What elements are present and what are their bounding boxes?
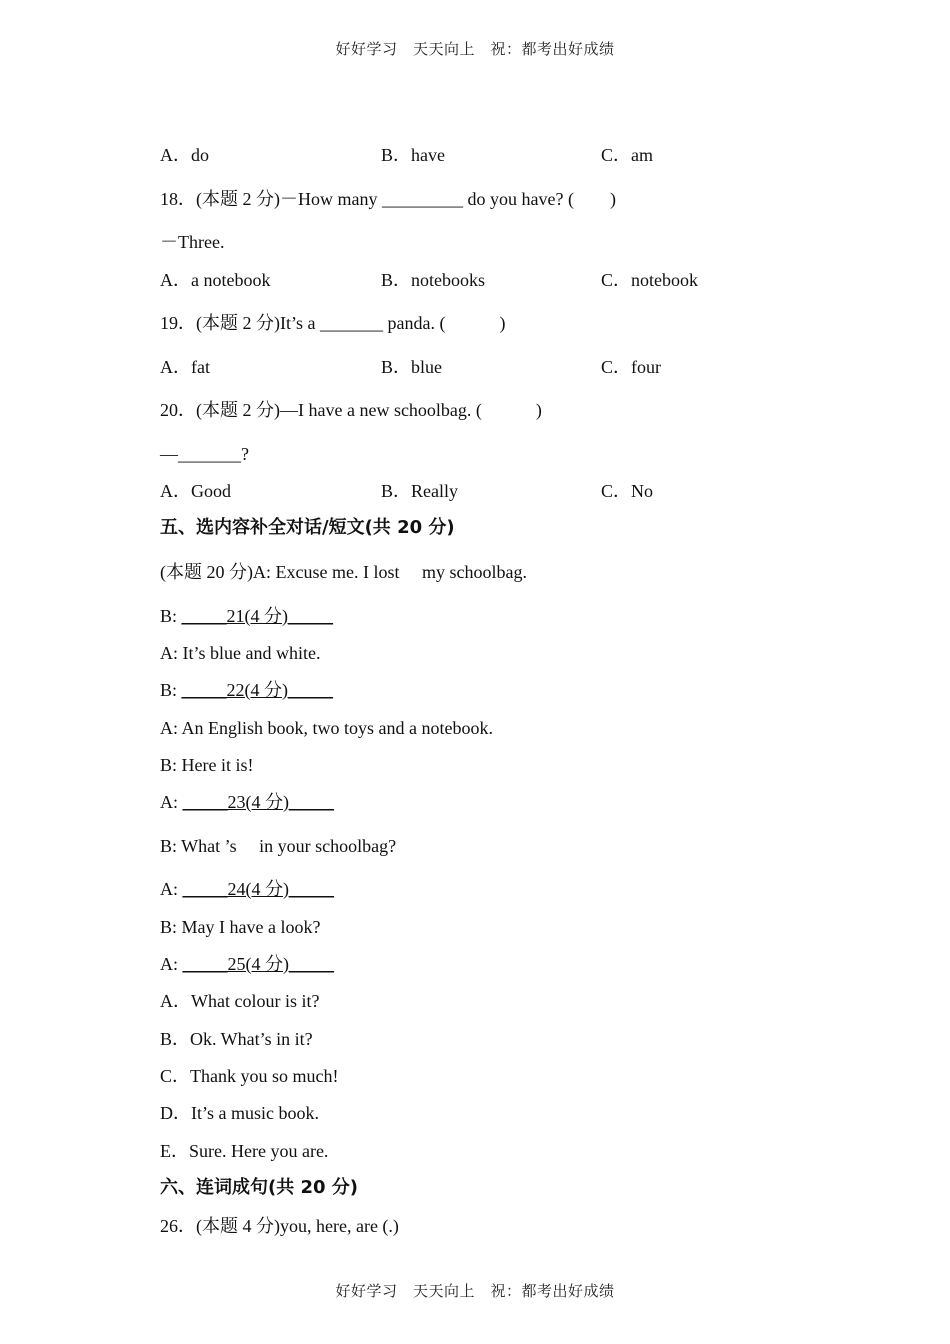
dialogue-line: B: Here it is! [160, 755, 254, 775]
speaker: A: [160, 954, 183, 974]
speaker: B: [160, 680, 182, 700]
q26-stem: 26．(本题 4 分)you, here, are (.) [160, 1216, 399, 1236]
q20-stem: 20．(本题 2 分)—I have a new schoolbag. ( ) [160, 400, 542, 420]
q18-reply: －Three. [160, 232, 225, 252]
q18-option-c: C．notebook [601, 270, 698, 290]
q20-option-a: A．Good [160, 481, 231, 501]
dialogue-line-22 [160, 679, 333, 701]
section-6-title: 六、连词成句(共 20 分) [160, 1177, 359, 1198]
blank-25: _____25(4 分)_____ [182, 954, 334, 974]
q17-option-b: B．have [381, 145, 445, 165]
q19-option-b: B．blue [381, 357, 442, 377]
dialogue-line: A: An English book, two toys and a notebook. [160, 718, 493, 738]
choice-b: B．Ok. What’s in it? [160, 1029, 313, 1049]
q18-option-b: B．notebooks [381, 270, 486, 290]
dialogue-line: B: What ’s in your schoolbag? [160, 836, 397, 856]
section-5-intro: (本题 20 分)A: Excuse me. I lost my schoolbag. [160, 562, 527, 582]
q20-option-b: B．Really [381, 481, 458, 501]
blank-24: _____24(4 分)_____ [182, 879, 334, 899]
choice-c: C．Thank you so much! [160, 1066, 339, 1086]
q19-option-c: C．four [601, 357, 661, 377]
dialogue-line-21 [160, 605, 333, 627]
q19-option-a: A．fat [160, 357, 210, 377]
q20-reply: —_______? [160, 444, 249, 464]
dialogue-line-25 [160, 953, 334, 975]
dialogue-line: A: It’s blue and white. [160, 643, 321, 663]
q19-stem: 19．(本题 2 分)It’s a _______ panda. ( ) [160, 313, 506, 333]
q17-option-c: C．am [601, 145, 653, 165]
speaker: B: [160, 606, 182, 626]
page-footer: 好好学习 天天向上 祝：都考出好成绩 [335, 1282, 615, 1300]
blank-22: _____22(4 分)_____ [181, 680, 334, 700]
blank-23: _____23(4 分)_____ [182, 792, 334, 812]
page-header: 好好学习 天天向上 祝：都考出好成绩 [335, 40, 615, 58]
section-5-title: 五、选内容补全对话/短文(共 20 分) [160, 517, 455, 538]
q17-option-a: A．do [160, 145, 209, 165]
choice-e: E．Sure. Here you are. [160, 1141, 329, 1161]
dialogue-line-24 [160, 878, 334, 900]
q18-option-a: A．a notebook [160, 270, 271, 290]
choice-a: A．What colour is it? [160, 991, 320, 1011]
dialogue-line: B: May I have a look? [160, 917, 321, 937]
q18-stem: 18．(本题 2 分)－How many _________ do you have? ( ) [160, 189, 616, 209]
blank-21: _____21(4 分)_____ [181, 606, 334, 626]
choice-d: D．It’s a music book. [160, 1103, 319, 1123]
speaker: A: [160, 879, 183, 899]
dialogue-line-23 [160, 791, 334, 813]
q20-option-c: C．No [601, 481, 654, 501]
speaker: A: [160, 792, 183, 812]
